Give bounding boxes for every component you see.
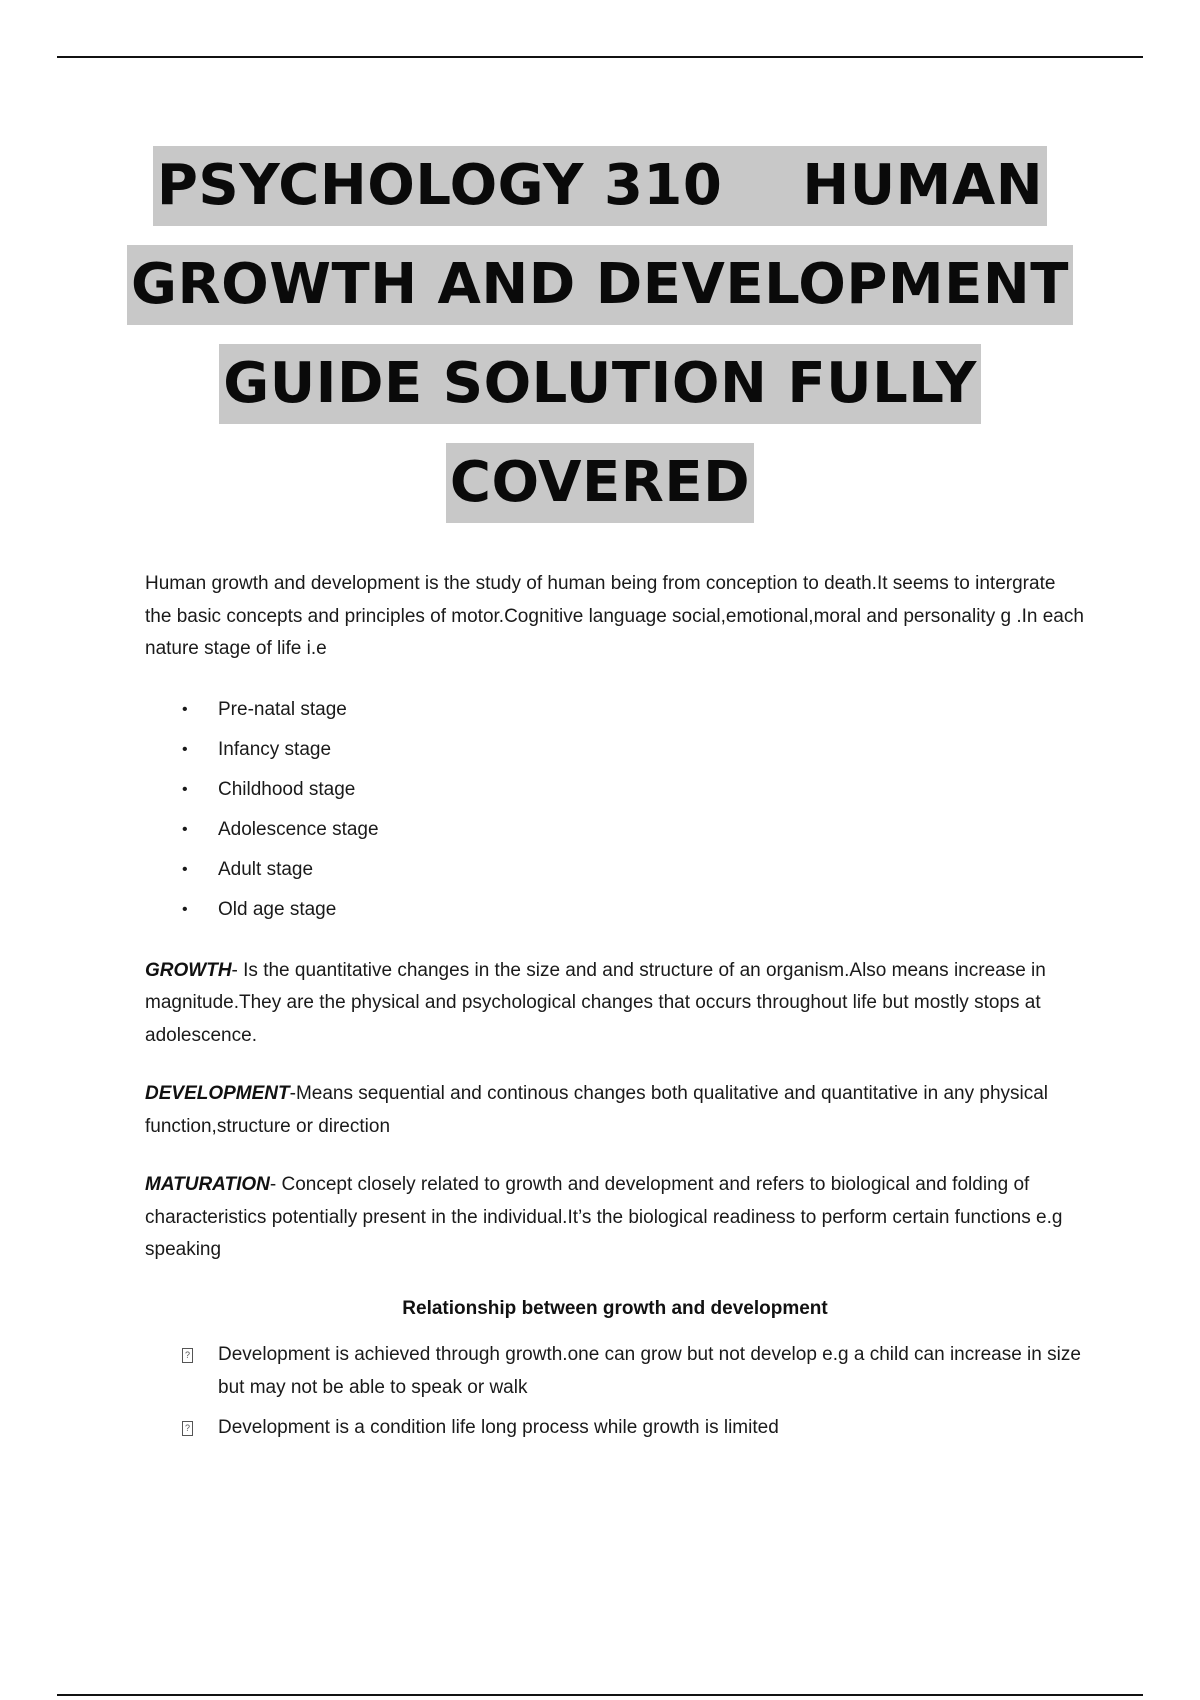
- bullet-icon: •: [182, 740, 188, 758]
- document-body: [145, 568, 1085, 1453]
- intro-paragraph: Human growth and development is the study of human being from conception to death.It seems to intergrate the basic concepts and principles of motor.Cognitive language social,emotional,moral and personality g .In each nature stage of life i.e: [145, 573, 1084, 659]
- list-item: [145, 690, 1085, 730]
- title-line-2: GROWTH AND DEVELOPMENT: [127, 245, 1073, 325]
- document-title: [0, 146, 1200, 542]
- relationship-text: Development is a condition life long process while growth is limited: [218, 1417, 779, 1438]
- stage-label: Childhood stage: [218, 778, 356, 800]
- list-item: [145, 890, 1085, 930]
- missing-glyph-icon: ?: [182, 1421, 193, 1436]
- title-line-4: COVERED: [446, 443, 754, 523]
- list-item: [145, 850, 1085, 890]
- stage-label: Old age stage: [218, 898, 337, 920]
- title-line-3: GUIDE SOLUTION FULLY: [219, 344, 981, 424]
- stage-label: Adult stage: [218, 858, 314, 880]
- title-line-1: PSYCHOLOGY 310 HUMAN: [153, 146, 1047, 226]
- bullet-icon: •: [182, 900, 188, 918]
- list-item: [145, 810, 1085, 850]
- stages-list: [145, 690, 1085, 930]
- bottom-rule: [57, 1694, 1143, 1696]
- bullet-icon: •: [182, 780, 188, 798]
- maturation-term: MATURATION: [145, 1174, 270, 1195]
- relationship-list: [145, 1339, 1085, 1445]
- list-item: [145, 770, 1085, 810]
- relationship-heading: Relationship between growth and development: [402, 1297, 828, 1319]
- stage-label: Adolescence stage: [218, 818, 379, 840]
- maturation-definition: [145, 1169, 1085, 1267]
- missing-glyph-icon: ?: [182, 1348, 193, 1363]
- stage-label: Pre-natal stage: [218, 698, 347, 720]
- growth-definition: [145, 955, 1085, 1053]
- list-item: [145, 1339, 1085, 1404]
- development-definition: [145, 1078, 1085, 1143]
- top-rule: [57, 56, 1143, 58]
- development-text: -Means sequential and continous changes both qualitative and quantitative in any physical function,structure or direction: [145, 1083, 1049, 1137]
- bullet-icon: •: [182, 860, 188, 878]
- stage-label: Infancy stage: [218, 738, 332, 760]
- bullet-icon: •: [182, 700, 188, 718]
- list-item: [145, 1412, 1085, 1445]
- relationship-text: Development is achieved through growth.one can grow but not develop e.g a child can increase in size but may not be able to speak or walk: [218, 1344, 1081, 1398]
- list-item: [145, 730, 1085, 770]
- growth-term: GROWTH: [145, 959, 232, 981]
- development-term: DEVELOPMENT: [145, 1083, 290, 1104]
- bullet-icon: •: [182, 820, 188, 838]
- growth-text: - Is the quantitative changes in the size and and structure of an organism.Also means increase in magnitude.They are the physical and psychological changes that occurs throughout life but mostly stops at adolescence.: [145, 959, 1046, 1046]
- maturation-text: - Concept closely related to growth and development and refers to biological and folding of characteristics potentially present in the individual.It’s the biological readiness to perform certain functions e.g speaking: [145, 1174, 1063, 1260]
